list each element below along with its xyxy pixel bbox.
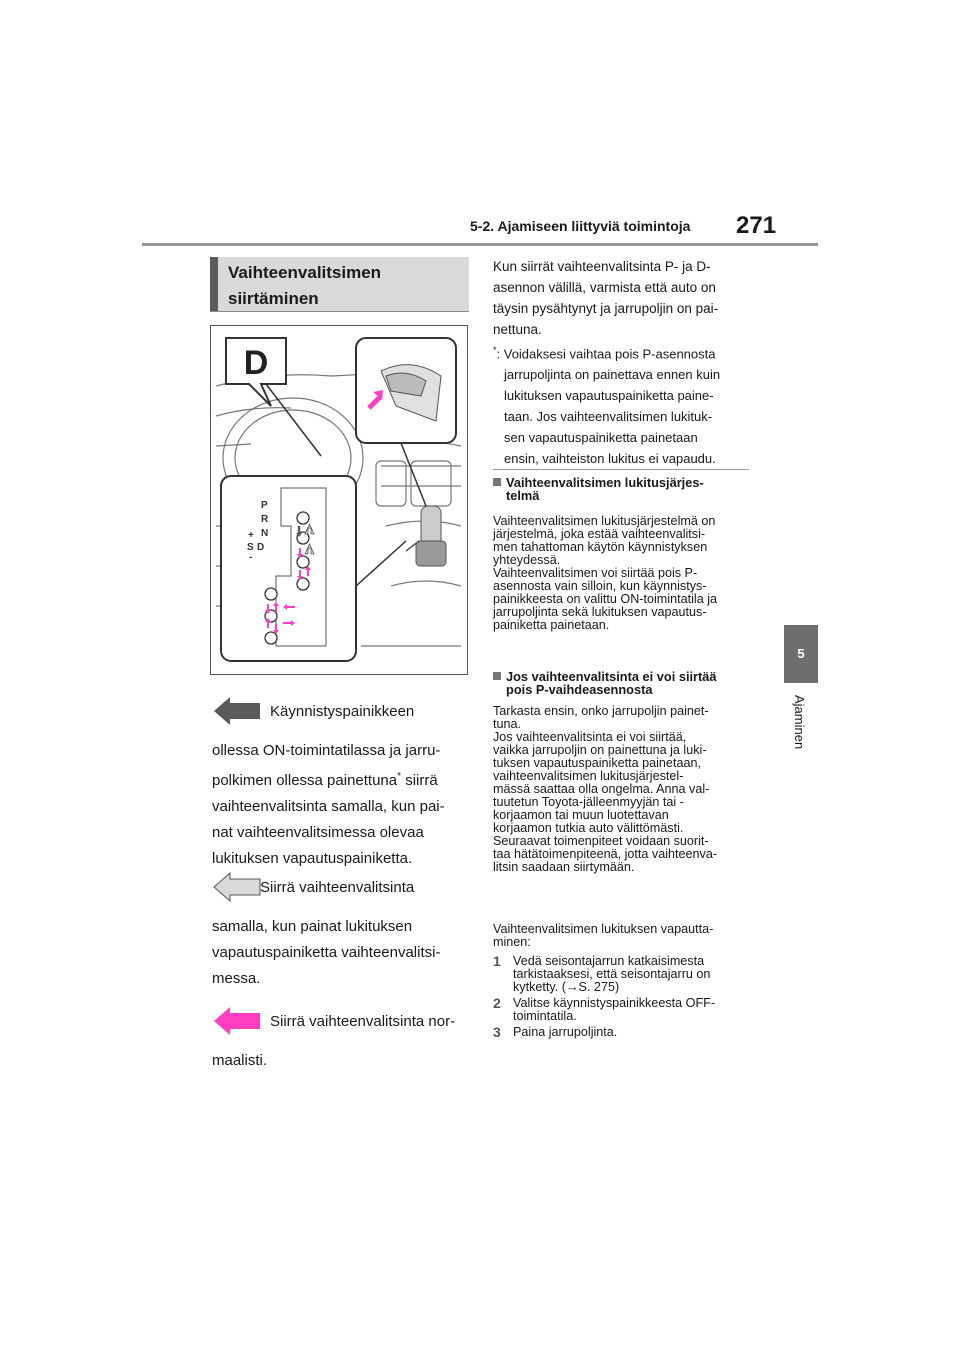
- body-line: jarrupoljinta sekä lukituksen vapautus-: [493, 605, 707, 619]
- section-title: [210, 257, 469, 311]
- figure-svg: [211, 326, 467, 674]
- shift-knob-scene: [406, 506, 446, 566]
- body-line: tuksen vapautuspainiketta painetaan,: [493, 756, 701, 770]
- para2-line: vapautuspainiketta vaihteenvalitsi-: [212, 944, 441, 961]
- page-number: 271: [736, 212, 777, 239]
- shift-lever-figure: [210, 325, 468, 675]
- footnote-line: sen vapautuspainiketta painetaan: [504, 430, 698, 446]
- footnote-text: : Voidaksesi vaihtaa pois P-asennosta: [496, 346, 716, 362]
- footnote-line: jarrupoljinta on painettava ennen kuin: [504, 367, 721, 383]
- intro-text: [493, 256, 750, 340]
- gate-label-p: P: [261, 500, 268, 511]
- footnote-line: ensin, vaihteiston lukitus ei vapaudu.: [504, 451, 716, 467]
- para1-line: ollessa ON-toimintatilassa ja jarru-: [212, 742, 441, 759]
- body-line: Vaihteenvalitsimen lukituksen vapautta-: [493, 922, 714, 936]
- dark-arrow-icon: [212, 696, 262, 726]
- step-text: [513, 1026, 617, 1039]
- body-line: painikkeesta on valittu ON-toimintatila ja: [493, 592, 717, 606]
- lock-system-body: [493, 515, 750, 632]
- step-line: toimintatila.: [513, 1009, 577, 1023]
- light-arrow-icon: [212, 872, 262, 902]
- step-list: [493, 955, 750, 1039]
- footnote-line: taan. Jos vaihteenvalitsimen lukituk-: [504, 409, 713, 425]
- footnote: [493, 340, 750, 469]
- body-line: Tarkasta ensin, onko jarrupoljin painet-: [493, 704, 709, 718]
- para1-line-part: polkimen ollessa painettuna: [212, 772, 398, 789]
- body-line: mässä saattaa olla ongelma. Anna val-: [493, 782, 710, 796]
- paragraph-2: [212, 914, 472, 992]
- footnote-mark: *: [493, 345, 497, 355]
- chapter-label: Ajaminen: [792, 695, 807, 750]
- d-badge-label: D: [243, 344, 269, 382]
- para2-line: messa.: [212, 970, 261, 987]
- gate-label-s: S: [247, 542, 254, 553]
- square-bullet-icon: [493, 672, 501, 680]
- step-line: Paina jarrupoljinta.: [513, 1025, 618, 1039]
- body-line: Seuraavat toimenpiteet voidaan suorit-: [493, 834, 709, 848]
- paragraph-1: [212, 738, 472, 872]
- step-line: Vedä seisontajarrun katkaisimesta: [513, 954, 705, 968]
- chapter-tab: 5: [784, 625, 818, 683]
- para1-line-with-note: [212, 764, 472, 794]
- section-title-line1: Vaihteenvalitsimen: [228, 263, 382, 282]
- body-line: vaihteenvalitsimen lukitusjärjestel-: [493, 769, 684, 783]
- header-rule: [142, 243, 818, 246]
- legend-dark-label: Käynnistyspainikkeen: [270, 703, 415, 720]
- body-line: korjaamon tai muun luotettavan: [493, 808, 669, 822]
- step-number: 3: [493, 1024, 501, 1040]
- body-line: tuna.: [493, 717, 522, 731]
- footnote-line: lukituksen vapautuspainiketta paine-: [504, 388, 714, 404]
- gate-label-d: D: [257, 542, 265, 553]
- para1-line: nat vaihteenvalitsimessa olevaa: [212, 824, 424, 841]
- body-line: tuutetun Toyota-jälleenmyyjän tai -: [493, 795, 684, 809]
- step-line: kytketty. (→S. 275): [513, 980, 620, 994]
- step-text: [513, 997, 715, 1023]
- step-number: 2: [493, 995, 501, 1011]
- divider: [493, 469, 749, 470]
- body-line: Vaihteenvalitsimen lukitusjärjestelmä on: [493, 514, 716, 528]
- body-line: yhteydessä.: [493, 553, 561, 567]
- para1-line: lukituksen vapautuspainiketta.: [212, 850, 413, 867]
- body-line: taa hätätoimenpiteenä, jotta vaihteenva-: [493, 847, 718, 861]
- gate-label-minus: -: [249, 552, 253, 563]
- intro-line: Kun siirrät vaihteenvalitsinta P- ja D-: [493, 259, 711, 274]
- gate-label-n: N: [261, 528, 269, 539]
- body-line: Jos vaihteenvalitsinta ei voi siirtää,: [493, 730, 687, 744]
- subsection-title-text: Vaihteenvalitsimen lukitusjärjes-: [506, 475, 704, 490]
- paragraph-3: maalisti.: [212, 1052, 268, 1069]
- footnote-first-line: [493, 340, 750, 364]
- gate-label-r: R: [261, 514, 269, 525]
- step-item: [493, 1026, 750, 1039]
- body-line: painiketta painetaan.: [493, 618, 610, 632]
- subsection-cannot-shift-title: [493, 670, 750, 696]
- subsection-lock-system-title: [493, 476, 750, 502]
- gate-label-plus: +: [248, 530, 254, 541]
- legend-light-label: Siirrä vaihteenvalitsinta: [260, 879, 415, 896]
- body-line: asennosta vain silloin, kun käynnistys-: [493, 579, 707, 593]
- footnote-cont: [493, 364, 750, 469]
- body-line: korjaamon tutkia auto välittömästi.: [493, 821, 684, 835]
- title-underline: [210, 311, 469, 312]
- section-header: 5-2. Ajamiseen liittyviä toimintoja: [470, 218, 691, 234]
- section-title-line2: siirtäminen: [228, 289, 319, 308]
- intro-line: täysin pysähtynyt ja jarrupoljin on pai-: [493, 301, 719, 316]
- intro-line: nettuna.: [493, 322, 542, 337]
- cannot-shift-body: [493, 705, 750, 874]
- footnote-star: *: [397, 771, 402, 782]
- square-bullet-icon: [493, 478, 501, 486]
- step-line: tarkistaaksesi, että seisontajarru on: [513, 967, 711, 981]
- para1-line-part: siirrä: [405, 772, 438, 789]
- pink-arrow-icon: [212, 1006, 262, 1036]
- body-line: vaikka jarrupoljin on painettuna ja luki-: [493, 743, 707, 757]
- step-number: 1: [493, 953, 501, 969]
- step-line: Valitse käynnistyspainikkeesta OFF-: [513, 996, 716, 1010]
- subsection-title-text: Jos vaihteenvalitsinta ei voi siirtää: [506, 669, 717, 684]
- shift-gate-callout: [221, 476, 406, 661]
- step-item: [493, 955, 750, 994]
- para2-line: samalla, kun painat lukituksen: [212, 918, 413, 935]
- para1-line: vaihteenvalitsinta samalla, kun pai-: [212, 798, 445, 815]
- body-line: men tahattoman käytön käynnistyksen: [493, 540, 708, 554]
- subsection-title-line: pois P-vaihdeasennosta: [506, 682, 653, 697]
- step-item: [493, 997, 750, 1023]
- body-line: minen:: [493, 935, 531, 949]
- step-text: [513, 955, 710, 994]
- body-line: Vaihteenvalitsimen voi siirtää pois P-: [493, 566, 698, 580]
- legend-pink-label: Siirrä vaihteenvalitsinta nor-: [270, 1013, 456, 1030]
- intro-line: asennon välillä, varmista että auto on: [493, 280, 716, 295]
- subsection-title-line: telmä: [506, 488, 540, 503]
- body-line: litsin saadaan siirtymään.: [493, 860, 635, 874]
- release-intro: [493, 923, 750, 949]
- body-line: järjestelmä, joka estää vaihteenvalitsi-: [493, 527, 706, 541]
